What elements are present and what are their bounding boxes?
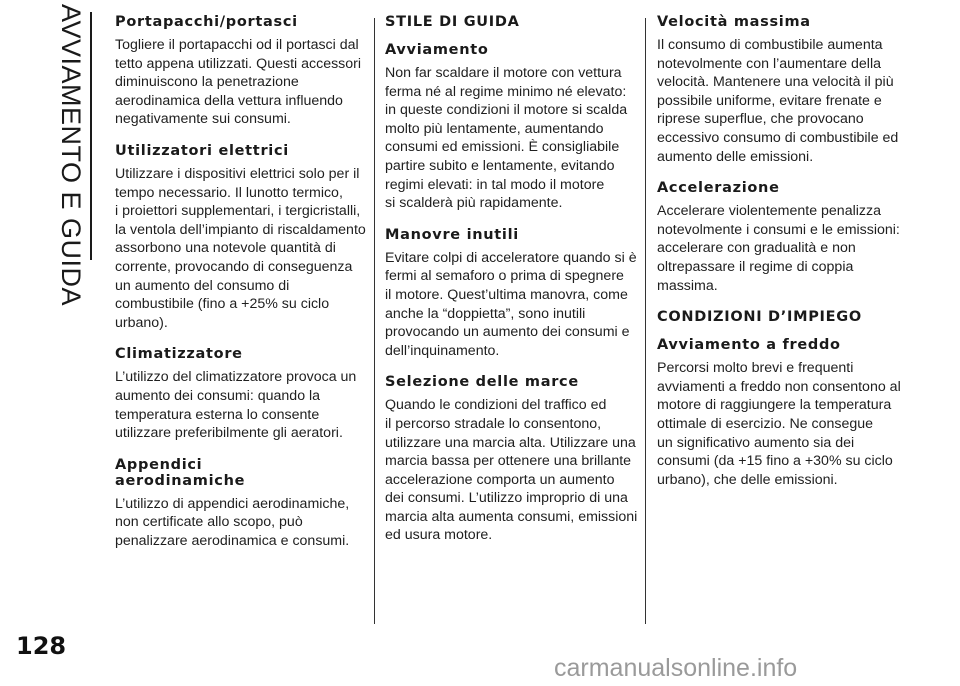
paragraph-accelerazione xyxy=(657,202,919,295)
text-line: aerodinamica della vettura influendo xyxy=(115,92,343,109)
text-line: avviamenti a freddo non consentono al xyxy=(657,378,901,395)
text-line: ed usura motore. xyxy=(385,527,493,544)
text-line: consumi ed emissioni. È consigliabile xyxy=(385,139,620,156)
text-line: eccessivo consumo di combustibile ed xyxy=(657,129,899,146)
heading-climatizzatore: Climatizzatore xyxy=(115,346,243,363)
text-line: partire subito e lentamente, evitando xyxy=(385,157,615,174)
paragraph-selezione-delle-marce xyxy=(385,396,637,545)
text-line: Quando le condizioni del traffico ed xyxy=(385,397,607,414)
text-line: velocità. Mantenere una velocità il più xyxy=(657,74,894,91)
text-line: accelerare con gradualità e non xyxy=(657,240,856,257)
paragraph-climatizzatore xyxy=(115,368,367,442)
text-line: utilizzare preferibilmente gli aeratori. xyxy=(115,425,343,442)
text-line: in queste condizioni il motore si scalda xyxy=(385,102,628,119)
text-line: consumi (da +15 fino a +30% su ciclo xyxy=(657,453,893,470)
text-line: tempo necessario. Il lunotto termico, xyxy=(115,184,343,201)
column-3 xyxy=(657,14,919,503)
text-line: notevolmente i consumi e le emissioni: xyxy=(657,221,900,238)
paragraph-portapacchi xyxy=(115,36,367,129)
heading-line: Appendici xyxy=(115,456,203,473)
heading-line: aerodinamiche xyxy=(115,472,246,489)
heading-accelerazione: Accelerazione xyxy=(657,180,780,197)
text-line: anche la “doppietta”, sono inutili xyxy=(385,305,586,322)
text-line: ferma né al regime minimo né elevato: xyxy=(385,83,627,100)
chapter-title-condizioni-impiego: CONDIZIONI D’IMPIEGO xyxy=(657,309,862,326)
watermark-text: carmanualsonline.info xyxy=(554,654,798,682)
heading-avviamento: Avviamento xyxy=(385,42,489,58)
text-line: massima. xyxy=(657,277,718,294)
text-line: un aumento del consumo di xyxy=(115,277,290,294)
text-line: aumento delle emissioni. xyxy=(657,148,814,165)
text-line: combustibile (fino a +25% su ciclo xyxy=(115,296,330,313)
paragraph-velocita-massima xyxy=(657,36,919,166)
text-line: motore di raggiungere la temperatura xyxy=(657,397,892,414)
text-line: marcia alta aumenta consumi, emissioni xyxy=(385,508,638,525)
text-line: un significativo aumento sia dei xyxy=(657,434,855,451)
side-section-title: AVVIAMENTO E GUIDA xyxy=(56,4,86,307)
text-line: il motore. Quest’ultima manovra, come xyxy=(385,286,628,303)
text-line: penalizzare aerodinamica e consumi. xyxy=(115,532,350,549)
column-divider-1 xyxy=(374,18,375,624)
text-line: non certificate allo scopo, può xyxy=(115,514,303,531)
text-line: tetto appena utilizzati. Questi accessori xyxy=(115,55,362,72)
text-line: Non far scaldare il motore con vettura xyxy=(385,65,622,81)
heading-appendici-aerodinamiche xyxy=(115,457,367,489)
text-line: ottimale di esercizio. Ne consegue xyxy=(657,415,874,432)
heading-avviamento-a-freddo: Avviamento a freddo xyxy=(657,337,841,354)
page-number: 128 xyxy=(16,632,67,660)
text-line: dei consumi. L’utilizzo improprio di una xyxy=(385,490,628,507)
text-line: regimi elevati: in tal modo il motore xyxy=(385,176,605,193)
column-1 xyxy=(115,14,367,564)
text-line: oltrepassare il regime di coppia xyxy=(657,258,854,275)
text-line: notevolmente con l’aumentare della xyxy=(657,55,881,72)
column-2 xyxy=(385,14,637,559)
side-tab-rule xyxy=(90,12,92,260)
text-line: si scalderà più rapidamente. xyxy=(385,195,563,212)
heading-manovre-inutili: Manovre inutili xyxy=(385,226,519,243)
paragraph-avviamento xyxy=(385,64,637,213)
text-line: temperatura esterna lo consente xyxy=(115,406,320,423)
heading-utilizzatori-elettrici: Utilizzatori elettrici xyxy=(115,142,289,159)
paragraph-manovre-inutili xyxy=(385,249,637,361)
text-line: urbano). xyxy=(115,314,168,331)
text-line: negativamente sui consumi. xyxy=(115,111,291,128)
chapter-title-stile-di-guida: STILE DI GUIDA xyxy=(385,14,520,30)
text-line: la ventola dell’impianto di riscaldamento xyxy=(115,221,366,238)
text-line: corrente, provocando di conseguenza xyxy=(115,258,353,275)
text-line: urbano), che delle emissioni. xyxy=(657,471,838,488)
paragraph-avviamento-a-freddo xyxy=(657,359,919,489)
text-line: Percorsi molto brevi e frequenti xyxy=(657,360,854,377)
text-line: accelerazione comporta un aumento xyxy=(385,471,615,488)
text-line: Togliere il portapacchi od il portasci dal xyxy=(115,37,359,53)
heading-velocita-massima: Velocità massima xyxy=(657,14,811,30)
text-line: aumento dei consumi: quando la xyxy=(115,387,321,404)
column-divider-2 xyxy=(645,18,646,624)
text-line: L’utilizzo del climatizzatore provoca un xyxy=(115,369,357,386)
text-line: riprese superflue, che provocano xyxy=(657,111,864,128)
text-line: Utilizzare i dispositivi elettrici solo per il xyxy=(115,165,360,182)
text-line: Evitare colpi di acceleratore quando si è xyxy=(385,249,637,266)
text-line: assorbono una notevole quantità di xyxy=(115,240,336,257)
heading-portapacchi: Portapacchi/portasci xyxy=(115,14,298,30)
text-line: dell’inquinamento. xyxy=(385,342,500,359)
text-line: L’utilizzo di appendici aerodinamiche, xyxy=(115,495,350,512)
text-line: fermi al semaforo o prima di spegnere xyxy=(385,268,624,285)
text-line: Il consumo di combustibile aumenta xyxy=(657,37,883,53)
text-line: utilizzare una marcia alta. Utilizzare una xyxy=(385,434,636,451)
text-line: possibile uniforme, evitare frenate e xyxy=(657,92,882,109)
paragraph-utilizzatori-elettrici xyxy=(115,165,367,332)
text-line: diminuiscono la penetrazione xyxy=(115,74,299,91)
text-line: molto più lentamente, aumentando xyxy=(385,120,604,137)
text-line: marcia bassa per ottenere una brillante xyxy=(385,453,632,470)
text-line: provocando un aumento dei consumi e xyxy=(385,324,630,341)
text-line: Accelerare violentemente penalizza xyxy=(657,203,881,220)
paragraph-appendici-aerodinamiche xyxy=(115,495,367,551)
text-line: i proiettori supplementari, i tergicristalli, xyxy=(115,203,361,220)
heading-selezione-delle-marce: Selezione delle marce xyxy=(385,374,579,391)
text-line: il percorso stradale lo consentono, xyxy=(385,415,602,432)
side-section-tab xyxy=(0,0,92,307)
